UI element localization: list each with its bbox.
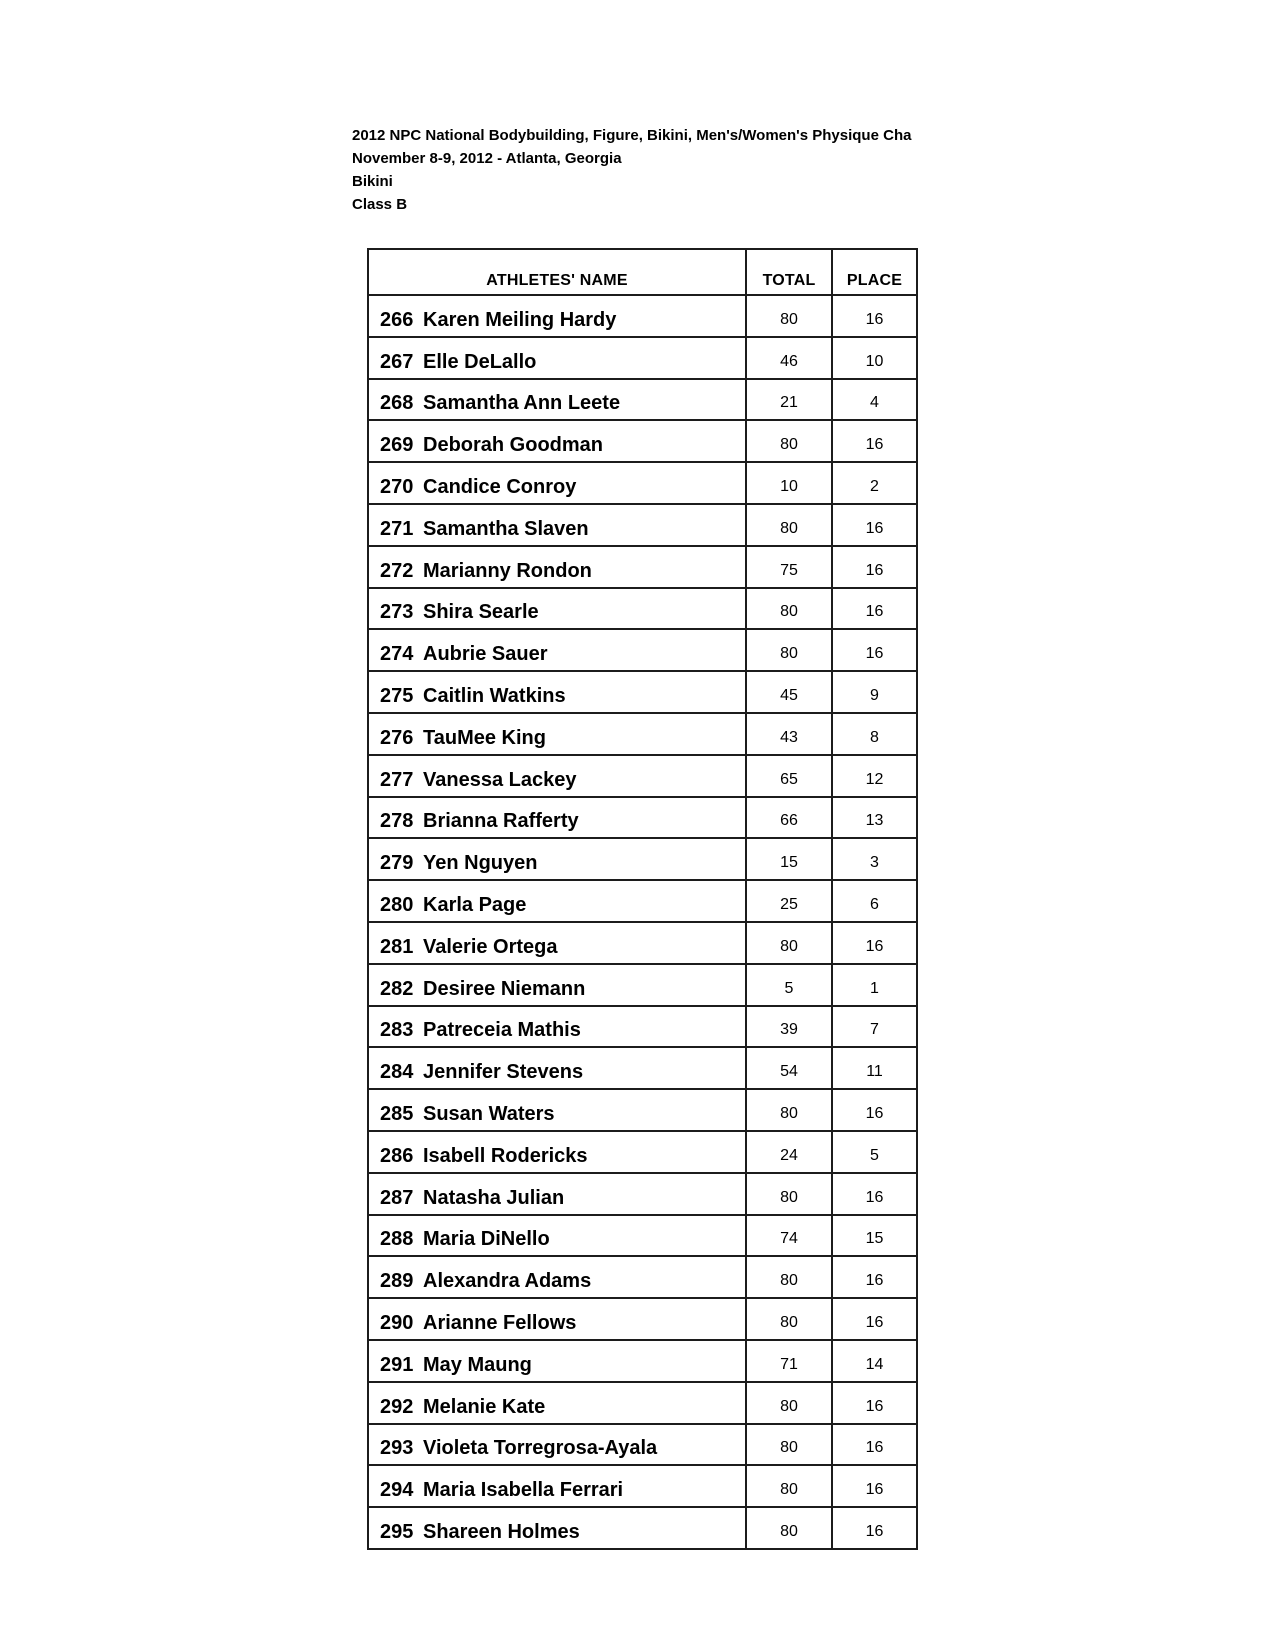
athlete-name: TauMee King bbox=[423, 726, 546, 749]
athlete-name-cell bbox=[369, 923, 745, 963]
athlete-name: Brianna Rafferty bbox=[423, 810, 579, 833]
total-value: 74 bbox=[745, 1216, 831, 1256]
total-value: 80 bbox=[745, 923, 831, 963]
table-row bbox=[369, 378, 916, 420]
athlete-number: 274 bbox=[380, 643, 414, 666]
total-value: 80 bbox=[745, 1383, 831, 1423]
column-header-athletes-name: ATHLETES' NAME bbox=[486, 272, 628, 289]
total-value: 39 bbox=[745, 1007, 831, 1047]
table-row bbox=[369, 1297, 916, 1339]
total-value: 80 bbox=[745, 296, 831, 336]
total-value: 25 bbox=[745, 881, 831, 921]
table-row bbox=[369, 587, 916, 629]
place-value: 1 bbox=[831, 965, 916, 1005]
place-value: 16 bbox=[831, 1508, 916, 1548]
athlete-name: Samantha Slaven bbox=[423, 517, 589, 540]
athlete-name-cell bbox=[369, 1425, 745, 1465]
place-value: 16 bbox=[831, 1425, 916, 1465]
athlete-name: Elle DeLallo bbox=[423, 350, 537, 373]
table-row bbox=[369, 670, 916, 712]
total-value: 80 bbox=[745, 1299, 831, 1339]
athlete-name-cell bbox=[369, 630, 745, 670]
total-value: 80 bbox=[745, 1466, 831, 1506]
athlete-name-cell bbox=[369, 1383, 745, 1423]
column-header-total: TOTAL bbox=[745, 250, 831, 294]
athlete-name: Natasha Julian bbox=[423, 1186, 565, 1209]
total-value: 80 bbox=[745, 505, 831, 545]
table-row bbox=[369, 796, 916, 838]
place-value: 16 bbox=[831, 1383, 916, 1423]
place-value: 16 bbox=[831, 589, 916, 629]
total-value: 80 bbox=[745, 421, 831, 461]
athlete-name: Isabell Rodericks bbox=[423, 1144, 588, 1167]
athlete-name-cell bbox=[369, 1216, 745, 1256]
table-row bbox=[369, 1381, 916, 1423]
athlete-name: Caitlin Watkins bbox=[423, 684, 566, 707]
athlete-name: Shira Searle bbox=[423, 601, 539, 624]
total-value: 71 bbox=[745, 1341, 831, 1381]
place-value: 5 bbox=[831, 1132, 916, 1172]
athlete-number: 280 bbox=[380, 893, 414, 916]
athlete-name: Alexandra Adams bbox=[423, 1270, 592, 1293]
athlete-number: 272 bbox=[380, 559, 414, 582]
athlete-name-cell bbox=[369, 1090, 745, 1130]
athlete-name-cell bbox=[369, 505, 745, 545]
table-row bbox=[369, 879, 916, 921]
table-row bbox=[369, 1506, 916, 1548]
total-value: 15 bbox=[745, 839, 831, 879]
table-row bbox=[369, 336, 916, 378]
table-row bbox=[369, 1046, 916, 1088]
athlete-name-cell bbox=[369, 1508, 745, 1548]
table-row bbox=[369, 1464, 916, 1506]
athlete-name-cell bbox=[369, 881, 745, 921]
place-value: 16 bbox=[831, 630, 916, 670]
event-date-location: November 8-9, 2012 - Atlanta, Georgia bbox=[352, 150, 622, 167]
table-row bbox=[369, 1088, 916, 1130]
athlete-number: 288 bbox=[380, 1228, 414, 1251]
total-value: 21 bbox=[745, 380, 831, 420]
place-value: 16 bbox=[831, 1299, 916, 1339]
athlete-number: 285 bbox=[380, 1102, 414, 1125]
place-value: 9 bbox=[831, 672, 916, 712]
athlete-name-cell bbox=[369, 1257, 745, 1297]
athlete-number: 287 bbox=[380, 1186, 414, 1209]
table-row bbox=[369, 1172, 916, 1214]
athlete-number: 276 bbox=[380, 726, 414, 749]
athlete-number: 290 bbox=[380, 1311, 414, 1334]
athlete-name: Patreceia Mathis bbox=[423, 1019, 581, 1042]
athlete-name: Arianne Fellows bbox=[423, 1311, 577, 1334]
place-value: 10 bbox=[831, 338, 916, 378]
division-label: Bikini bbox=[352, 173, 393, 190]
athlete-number: 283 bbox=[380, 1019, 414, 1042]
athlete-number: 284 bbox=[380, 1061, 414, 1084]
total-value: 54 bbox=[745, 1048, 831, 1088]
place-value: 8 bbox=[831, 714, 916, 754]
athlete-number: 289 bbox=[380, 1270, 414, 1293]
athlete-number: 282 bbox=[380, 977, 414, 1000]
athlete-number: 270 bbox=[380, 475, 414, 498]
athlete-name-cell bbox=[369, 1299, 745, 1339]
athlete-number: 273 bbox=[380, 601, 414, 624]
athlete-name-cell bbox=[369, 421, 745, 461]
table-row bbox=[369, 1214, 916, 1256]
total-value: 65 bbox=[745, 756, 831, 796]
athlete-number: 286 bbox=[380, 1144, 414, 1167]
table-row bbox=[369, 1005, 916, 1047]
athlete-name-cell bbox=[369, 839, 745, 879]
athlete-number: 294 bbox=[380, 1479, 414, 1502]
place-value: 7 bbox=[831, 1007, 916, 1047]
athlete-name: Maria DiNello bbox=[423, 1228, 550, 1251]
athlete-name: Marianny Rondon bbox=[423, 559, 592, 582]
athlete-name-cell bbox=[369, 296, 745, 336]
athlete-name: Shareen Holmes bbox=[423, 1520, 580, 1543]
athlete-name-cell bbox=[369, 965, 745, 1005]
athlete-name-cell bbox=[369, 380, 745, 420]
athlete-name-cell bbox=[369, 1466, 745, 1506]
athlete-number: 268 bbox=[380, 392, 414, 415]
table-row bbox=[369, 1339, 916, 1381]
athlete-name: Melanie Kate bbox=[423, 1395, 546, 1418]
athlete-number: 293 bbox=[380, 1437, 414, 1460]
place-value: 16 bbox=[831, 1466, 916, 1506]
athlete-number: 279 bbox=[380, 852, 414, 875]
total-value: 43 bbox=[745, 714, 831, 754]
table-row bbox=[369, 628, 916, 670]
table-row bbox=[369, 754, 916, 796]
athlete-name: Karla Page bbox=[423, 893, 527, 916]
athlete-name-cell bbox=[369, 338, 745, 378]
athlete-name: May Maung bbox=[423, 1353, 532, 1376]
athlete-name: Susan Waters bbox=[423, 1102, 555, 1125]
place-value: 16 bbox=[831, 1174, 916, 1214]
athlete-number: 278 bbox=[380, 810, 414, 833]
athlete-name: Candice Conroy bbox=[423, 475, 577, 498]
column-header-place: PLACE bbox=[831, 250, 916, 294]
table-row bbox=[369, 461, 916, 503]
table-row bbox=[369, 503, 916, 545]
athlete-name: Maria Isabella Ferrari bbox=[423, 1479, 624, 1502]
athlete-name-cell bbox=[369, 1341, 745, 1381]
place-value: 11 bbox=[831, 1048, 916, 1088]
place-value: 13 bbox=[831, 798, 916, 838]
place-value: 16 bbox=[831, 296, 916, 336]
athlete-number: 271 bbox=[380, 517, 414, 540]
athlete-number: 267 bbox=[380, 350, 414, 373]
athlete-number: 281 bbox=[380, 935, 414, 958]
athlete-name-cell bbox=[369, 1048, 745, 1088]
athlete-name-cell bbox=[369, 463, 745, 503]
total-value: 5 bbox=[745, 965, 831, 1005]
total-value: 10 bbox=[745, 463, 831, 503]
total-value: 75 bbox=[745, 547, 831, 587]
athlete-name: Samantha Ann Leete bbox=[423, 392, 621, 415]
table-body bbox=[369, 294, 916, 1548]
total-value: 80 bbox=[745, 630, 831, 670]
athlete-name: Valerie Ortega bbox=[423, 935, 558, 958]
athlete-name: Aubrie Sauer bbox=[423, 643, 548, 666]
athlete-number: 277 bbox=[380, 768, 414, 791]
total-value: 45 bbox=[745, 672, 831, 712]
athlete-name-cell bbox=[369, 1007, 745, 1047]
athlete-number: 275 bbox=[380, 684, 414, 707]
total-value: 80 bbox=[745, 1508, 831, 1548]
athlete-number: 269 bbox=[380, 434, 414, 457]
table-header-row bbox=[369, 250, 916, 294]
total-value: 80 bbox=[745, 1257, 831, 1297]
athlete-name-cell bbox=[369, 798, 745, 838]
place-value: 2 bbox=[831, 463, 916, 503]
table-row bbox=[369, 1130, 916, 1172]
athlete-name-cell bbox=[369, 672, 745, 712]
place-value: 12 bbox=[831, 756, 916, 796]
athlete-name: Vanessa Lackey bbox=[423, 768, 577, 791]
results-table bbox=[367, 248, 918, 1550]
place-value: 6 bbox=[831, 881, 916, 921]
athlete-number: 266 bbox=[380, 308, 414, 331]
document-title: 2012 NPC National Bodybuilding, Figure, Bikini, Men's/Women's Physique Cha bbox=[352, 127, 912, 144]
athlete-name: Deborah Goodman bbox=[423, 434, 604, 457]
athlete-number: 295 bbox=[380, 1520, 414, 1543]
table-row bbox=[369, 1423, 916, 1465]
athlete-name-cell bbox=[369, 1132, 745, 1172]
place-value: 16 bbox=[831, 421, 916, 461]
athlete-name-cell bbox=[369, 756, 745, 796]
athlete-name: Violeta Torregrosa-Ayala bbox=[423, 1437, 658, 1460]
table-row bbox=[369, 712, 916, 754]
place-value: 4 bbox=[831, 380, 916, 420]
table-row bbox=[369, 419, 916, 461]
place-value: 16 bbox=[831, 547, 916, 587]
total-value: 66 bbox=[745, 798, 831, 838]
total-value: 46 bbox=[745, 338, 831, 378]
place-value: 16 bbox=[831, 505, 916, 545]
table-row bbox=[369, 545, 916, 587]
athlete-number: 291 bbox=[380, 1353, 414, 1376]
athlete-name-cell bbox=[369, 547, 745, 587]
athlete-name: Desiree Niemann bbox=[423, 977, 586, 1000]
total-value: 80 bbox=[745, 1090, 831, 1130]
table-row bbox=[369, 1255, 916, 1297]
place-value: 15 bbox=[831, 1216, 916, 1256]
place-value: 3 bbox=[831, 839, 916, 879]
place-value: 16 bbox=[831, 1257, 916, 1297]
athlete-name: Jennifer Stevens bbox=[423, 1061, 584, 1084]
class-label: Class B bbox=[352, 196, 408, 213]
table-row bbox=[369, 921, 916, 963]
document-title-block bbox=[352, 124, 922, 216]
table-row bbox=[369, 837, 916, 879]
table-row bbox=[369, 294, 916, 336]
table-row bbox=[369, 963, 916, 1005]
athlete-name-cell bbox=[369, 714, 745, 754]
athlete-number: 292 bbox=[380, 1395, 414, 1418]
total-value: 24 bbox=[745, 1132, 831, 1172]
place-value: 16 bbox=[831, 923, 916, 963]
athlete-name-cell bbox=[369, 589, 745, 629]
athlete-name: Yen Nguyen bbox=[423, 852, 538, 875]
place-value: 14 bbox=[831, 1341, 916, 1381]
total-value: 80 bbox=[745, 1425, 831, 1465]
total-value: 80 bbox=[745, 1174, 831, 1214]
athlete-name: Karen Meiling Hardy bbox=[423, 308, 617, 331]
athlete-name-cell bbox=[369, 1174, 745, 1214]
place-value: 16 bbox=[831, 1090, 916, 1130]
total-value: 80 bbox=[745, 589, 831, 629]
